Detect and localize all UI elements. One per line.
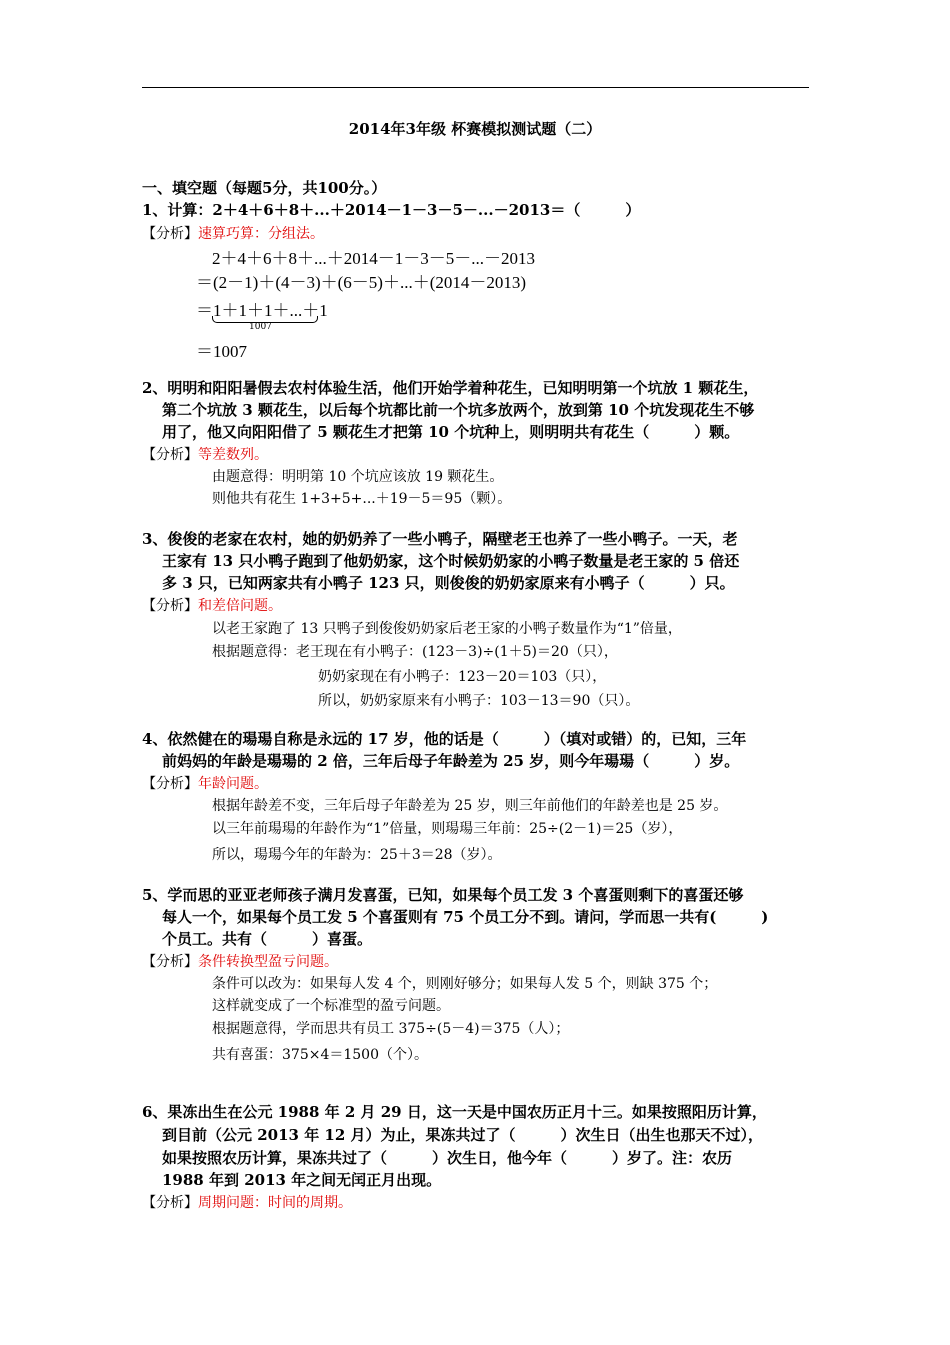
q6-line-3: 如果按照农历计算，果冻共过了（ ）次生日，他今年（ ）岁了。注：农历 — [162, 1149, 733, 1167]
q4-explain-3: 所以，瑒瑒今年的年龄为：25＋3＝28（岁）。 — [212, 847, 502, 863]
q1-analysis — [142, 223, 324, 243]
analysis-tag: 【分析】 — [142, 776, 198, 792]
q2-line-1: 2、明明和阳阳暑假去农村体验生活，他们开始学着种花生，已知明明第一个坑放 1 颗花生， — [142, 379, 759, 397]
q6-line-4: 1988 年到 2013 年之间无闰正月出现。 — [162, 1171, 442, 1189]
header-rule — [142, 87, 809, 88]
q1-method: 速算巧算：分组法。 — [198, 226, 324, 242]
q5-explain-4: 共有喜蛋：375×4＝1500（个）。 — [212, 1047, 428, 1063]
q2-line-3: 用了，他又向阳阳借了 5 颗花生才把第 10 个坑种上，则明明共有花生（ ）颗。 — [162, 423, 740, 441]
question-1: 1、计算：2＋4＋6＋8＋...＋2014－1－3－5－...－2013＝（ ） — [142, 201, 641, 219]
q4-method: 年龄问题。 — [198, 776, 268, 792]
q4-explain-2: 以三年前瑒瑒的年龄作为“1”倍量，则瑒瑒三年前：25÷(2－1)＝25（岁）， — [212, 821, 683, 837]
q4-line-1: 4、依然健在的瑒瑒自称是永远的 17 岁，他的话是（ ）（填对或错）的，已知，三年 — [142, 730, 747, 748]
q2-explain-2: 则他共有花生 1+3+5+...＋19－5＝95（颗）。 — [212, 491, 512, 507]
q4-line-2: 前妈妈的年龄是瑒瑒的 2 倍，三年后母子年龄差为 25 岁，则今年瑒瑒（ ）岁。 — [162, 752, 740, 770]
section-heading: 一、填空题（每题5分，共100分。） — [142, 179, 387, 197]
q3-explain-2: 根据题意得：老王现在有小鸭子：(123－3)÷(1＋5)＝20（只）， — [212, 644, 618, 660]
q5-line-3: 个员工。共有（ ）喜蛋。 — [162, 930, 373, 948]
analysis-tag: 【分析】 — [142, 226, 198, 242]
q5-explain-1: 条件可以改为：如果每人发 4 个，则刚好够分；如果每人发 5 个，则缺 375 个； — [212, 976, 718, 992]
q3-line-3: 多 3 只，已知两家共有小鸭子 123 只，则俊俊的奶奶家原来有小鸭子（ ）只。 — [162, 574, 735, 592]
q2-line-2: 第二个坑放 3 颗花生，以后每个坑都比前一个坑多放两个，放到第 10 个坑发现花生不够 — [162, 401, 755, 419]
q3-line-1: 3、俊俊的老家在农村，她的奶奶养了一些小鸭子，隔壁老王也养了一些小鸭子。一天，老 — [142, 530, 738, 548]
q4-analysis — [142, 773, 268, 793]
q3-explain-1: 以老王家跑了 13 只鸭子到俊俊奶奶家后老王家的小鸭子数量作为“1”倍量， — [212, 621, 682, 637]
analysis-tag: 【分析】 — [142, 954, 198, 970]
q1-step-2: ＝(2－1)＋(4－3)＋(6－5)＋...＋(2014－2013) — [196, 273, 527, 292]
q2-explain-1: 由题意得：明明第 10 个坑应该放 19 颗花生。 — [212, 469, 504, 485]
analysis-tag: 【分析】 — [142, 1195, 198, 1211]
analysis-tag: 【分析】 — [142, 598, 198, 614]
q6-line-2: 到目前（公元 2013 年 12 月）为止，果冻共过了（ ）次生日（出生也那天不过）， — [162, 1126, 764, 1144]
q4-explain-1: 根据年龄差不变，三年后母子年龄差为 25 岁，则三年前他们的年龄差也是 25 岁。 — [212, 798, 728, 814]
q3-analysis — [142, 595, 282, 615]
q6-method: 周期问题：时间的周期。 — [198, 1195, 352, 1211]
q5-line-1: 5、学而思的亚亚老师孩子满月发喜蛋，已知，如果每个员工发 3 个喜蛋则剩下的喜蛋还够 — [142, 886, 744, 904]
q1-step-3: ＝1＋1＋1＋...＋1 — [196, 301, 328, 320]
q3-explain-3: 奶奶家现在有小鸭子：123－20＝103（只）， — [318, 669, 607, 685]
q2-method: 等差数列。 — [198, 447, 268, 463]
q5-explain-2: 这样就变成了一个标准型的盈亏问题。 — [212, 998, 450, 1014]
page-title: 2014年3年级 杯赛模拟测试题（二） — [348, 120, 602, 138]
q1-step-1: 2＋4＋6＋8＋...＋2014－1－3－5－...－2013 — [212, 249, 535, 268]
q5-line-2: 每人一个，如果每个员工发 5 个喜蛋则有 75 个员工分不到。请问，学而思一共有( ) — [162, 908, 769, 926]
q1-step-4: ＝1007 — [196, 342, 247, 361]
q5-analysis — [142, 951, 338, 971]
q5-explain-3: 根据题意得，学而思共有员工 375÷(5－4)＝375（人）； — [212, 1021, 570, 1037]
analysis-tag: 【分析】 — [142, 447, 198, 463]
q3-method: 和差倍问题。 — [198, 598, 282, 614]
q6-line-1: 6、果冻出生在公元 1988 年 2 月 29 日，这一天是中国农历正月十三。如果按照阳历计算， — [142, 1103, 767, 1121]
q5-method: 条件转换型盈亏问题。 — [198, 954, 338, 970]
q3-explain-4: 所以，奶奶家原来有小鸭子：103－13＝90（只）。 — [318, 693, 640, 709]
q2-analysis — [142, 444, 268, 464]
underbrace-count: 1007 — [249, 322, 272, 332]
q3-line-2: 王家有 13 只小鸭子跑到了他奶奶家，这个时候奶奶家的小鸭子数量是老王家的 5 倍还 — [162, 552, 740, 570]
q6-analysis — [142, 1192, 352, 1212]
